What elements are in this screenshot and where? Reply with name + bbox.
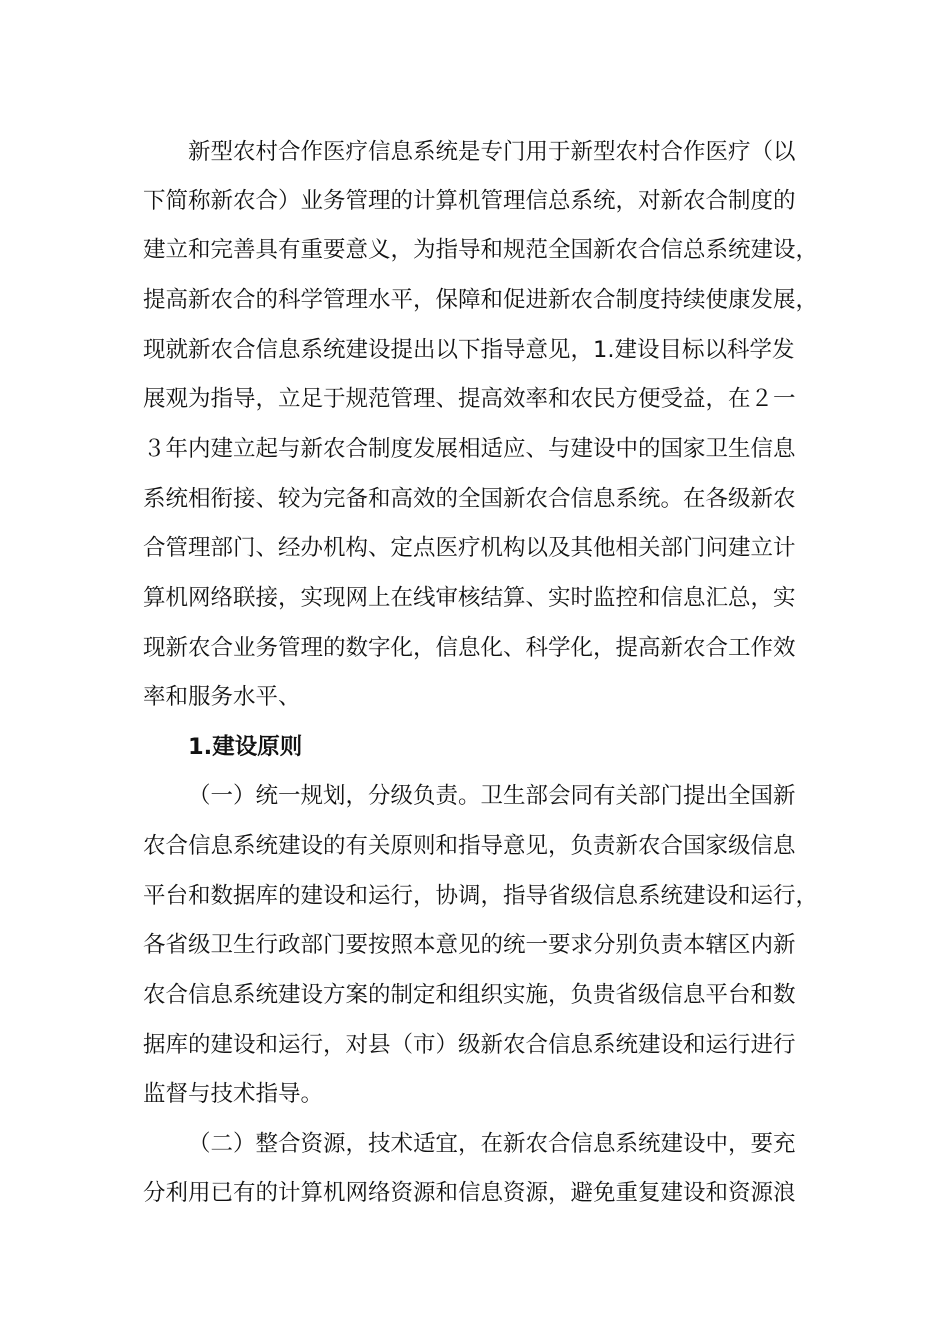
paragraph-1-line-5: 现就新农合信息系统建设提出以下指导意见，1.建设目标以科学发 — [143, 337, 795, 363]
paragraph-1-line-6: 展观为指导，立足于规范管理、提高效率和农民方便受益，在２一 — [143, 386, 796, 412]
paragraph-2-line-4: 各省级卫生行政部门要按照本意见的统一要求分别负责本辖区内新 — [143, 932, 796, 958]
paragraph-1-line-12: 率和服务水平、 — [143, 684, 301, 710]
paragraph-2-line-7: 监督与技术指导。 — [143, 1081, 324, 1107]
paragraph-2-line-2: 农合信息系统建设的有关原则和指导意见，负责新农合国家级信息 — [143, 833, 796, 859]
paragraph-3-line-1: （二）整合资源，技术适宜，在新农合信息系统建设中，要充 — [188, 1131, 796, 1157]
paragraph-2-line-1: （一）统一规划，分级负责。卫生部会同有关部门提出全国新 — [188, 783, 796, 809]
paragraph-1-line-9: 合管理部门、经办机构、定点医疗机构以及其他相关部门问建立计 — [143, 535, 796, 561]
paragraph-1-line-8: 系统相衔接、较为完备和高效的全国新农合信息系统。在各级新农 — [143, 486, 796, 512]
paragraph-2-line-6: 据库的建设和运行，对县（市）级新农合信息系统建设和运行进行 — [143, 1032, 796, 1058]
paragraph-1-line-3: 建立和完善具有重要意义，为指导和规范全国新农合信总系统建设， — [143, 237, 819, 263]
section-heading: 1.建设原则 — [188, 734, 303, 760]
paragraph-1-line-7: ３年内建立起与新农合制度发展相适应、与建设中的国家卫生信息 — [143, 436, 796, 462]
paragraph-2-line-5: 农合信息系统建设方案的制定和组织实施，负贵省级信息平台和数 — [143, 982, 796, 1008]
paragraph-2-line-3: 平台和数据库的建设和运行，协调，指导省级信息系统建设和运行， — [143, 883, 819, 909]
paragraph-1-line-10: 算机网络联接，实现网上在线审核结算、实时监控和信息汇总，实 — [143, 585, 796, 611]
paragraph-1-line-4: 提高新农合的科学管理水平，保障和促进新农合制度持续使康发展， — [143, 287, 819, 313]
paragraph-3-line-2: 分利用已有的计算机网络资源和信息资源，避免重复建设和资源浪 — [143, 1180, 796, 1206]
paragraph-1-line-11: 现新农合业务管理的数字化，信息化、科学化，提高新农合工作效 — [143, 635, 796, 661]
paragraph-1-line-1: 新型农村合作医疗信息系统是专门用于新型农村合作医疗（以 — [188, 139, 796, 165]
paragraph-1-line-2: 下简称新农合）业务管理的计算机管理信总系统，对新农合制度的 — [143, 188, 796, 214]
